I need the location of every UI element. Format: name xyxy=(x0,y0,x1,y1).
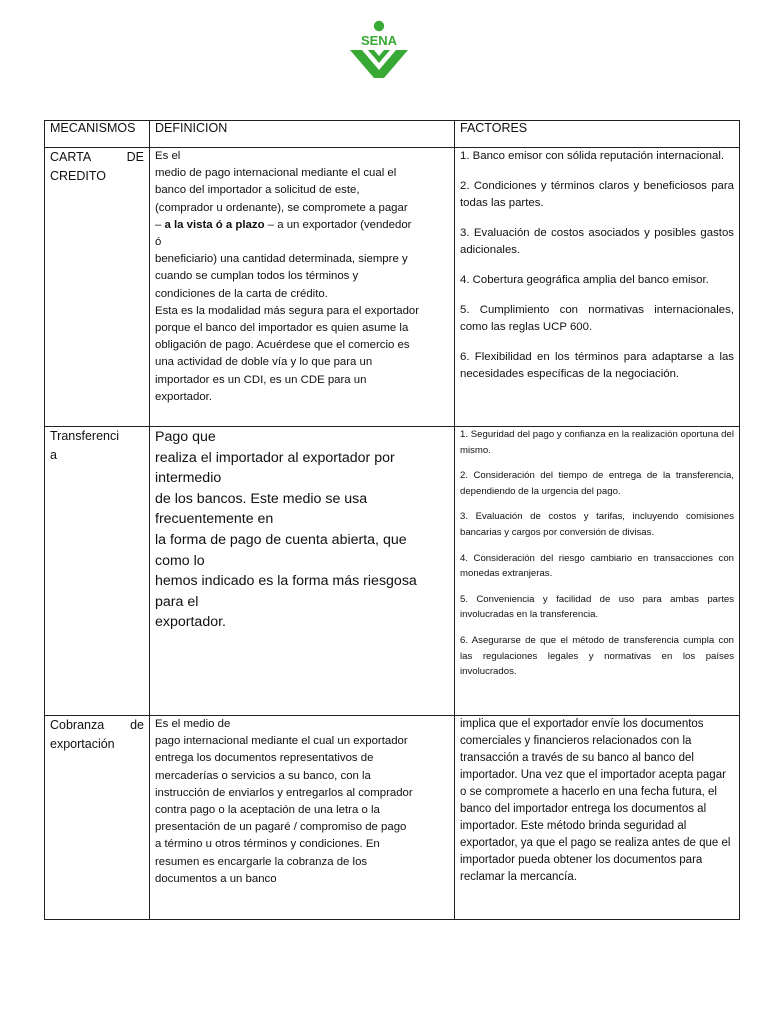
definition-line: pago internacional mediante el cual un exportador xyxy=(155,735,408,748)
mechanism-line: exportación xyxy=(50,737,115,751)
definition-line: intermedio xyxy=(155,470,222,487)
factor-item: 6. Asegurarse de que el método de transferencia cumpla con las regulaciones legales y normativas en los países involucrados. xyxy=(460,634,734,678)
sena-logo xyxy=(346,20,412,82)
factors-cell: implica que el exportador envíe los documentos comerciales y financieros relacionados con la transacción a través de su banco al banco del importador. Una vez que el importador acepta pagar o se compromete a hacerlo en una fecha futura, el banco del importador entrega los documentos al importador. Este método brinda seguridad al exportador, ya que el pago se realiza antes de que el importador pueda obtener los documentos para reclamar la mercancía. xyxy=(455,716,740,920)
definition-line: frecuentemente en xyxy=(155,511,274,528)
factor-item: 4. Cobertura geográfica amplia del banco emisor. xyxy=(460,274,709,286)
mechanism-line: Transferenci xyxy=(50,429,120,443)
table-row xyxy=(45,427,740,716)
definition-line: – a la vista ó a plazo – a un exportador (vendedor xyxy=(155,218,412,231)
definition-line: para el xyxy=(155,593,199,610)
definition-line: obligación de pago. Acuérdese que el comercio es xyxy=(155,339,410,352)
definition-emphasis: a la vista ó a plazo xyxy=(164,218,265,231)
factor-item: 3. Evaluación de costos asociados y posibles gastos adicionales. xyxy=(460,227,734,256)
definition-line: importador es un CDI, es un CDE para un xyxy=(155,373,367,386)
definition-line: mercaderías o servicios a su banco, con la xyxy=(155,769,371,782)
definition-line: exportador. xyxy=(155,390,212,403)
definition-line: Pago que xyxy=(155,429,216,445)
table-header-row xyxy=(45,121,740,148)
definition-line: instrucción de enviarlos y entregarlos al comprador xyxy=(155,786,413,799)
factors-cell xyxy=(455,427,740,716)
factor-item: 2. Consideración del tiempo de entrega de la transferencia, dependiendo de la urgencia del pago. xyxy=(460,470,734,497)
factor-item: 6. Flexibilidad en los términos para adaptarse a las necesidades específicas de la negociación. xyxy=(460,351,734,380)
header-mecanismos: MECANISMOS xyxy=(45,121,150,148)
factor-item: 3. Evaluación de costos y tarifas, incluyendo comisiones bancarias y cargos por conversión de divisas. xyxy=(460,511,734,538)
definition-line: Es el xyxy=(155,150,181,162)
factor-item: 5. Cumplimiento con normativas internacionales, como las reglas UCP 600. xyxy=(460,304,734,333)
mechanism-line: CARTA DE xyxy=(50,150,144,164)
definition-line: exportador. xyxy=(155,614,226,631)
definition-line: beneficiario) una cantidad determinada, siempre y xyxy=(155,253,408,266)
definition-line: cuando se cumplan todos los términos y xyxy=(155,270,359,283)
factor-item: 1. Banco emisor con sólida reputación internacional. xyxy=(460,150,725,162)
mechanism-cell xyxy=(45,148,150,427)
definition-line: contra pago o la aceptación de una letra o la xyxy=(155,804,380,817)
definition-line: documentos a un banco xyxy=(155,872,277,885)
definition-line: realiza el importador al exportador por xyxy=(155,449,395,466)
definition-line: porque el banco del importador es quien asume la xyxy=(155,322,409,335)
definition-line: Es el medio de xyxy=(155,718,231,730)
definition-line: resumen es encargarle la cobranza de los xyxy=(155,855,368,868)
mechanism-cell xyxy=(45,716,150,920)
payment-mechanisms-table xyxy=(44,120,740,920)
definition-line: la forma de pago de cuenta abierta, que xyxy=(155,531,407,548)
definition-line: condiciones de la carta de crédito. xyxy=(155,287,328,300)
logo-figure xyxy=(350,50,408,78)
definition-line: de los bancos. Este medio se usa xyxy=(155,490,368,507)
definition-cell xyxy=(150,716,455,920)
mechanism-cell xyxy=(45,427,150,716)
factor-item: 2. Condiciones y términos claros y beneficiosos para todas las partes. xyxy=(460,180,734,209)
header-factores: FACTORES xyxy=(455,121,740,148)
definition-cell xyxy=(150,148,455,427)
definition-line: ó xyxy=(155,236,162,249)
mechanism-line: a xyxy=(50,448,57,462)
definition-cell xyxy=(150,427,455,716)
factor-item: 1. Seguridad del pago y confianza en la realización oportuna del mismo. xyxy=(460,429,734,456)
table-row xyxy=(45,716,740,920)
table-row xyxy=(45,148,740,427)
definition-line: medio de pago internacional mediante el cual el xyxy=(155,167,397,180)
factors-cell xyxy=(455,148,740,427)
logo-head xyxy=(374,21,384,31)
definition-line: una actividad de doble vía y lo que para un xyxy=(155,356,373,369)
definition-line: a término u otros términos y condiciones. En xyxy=(155,838,380,851)
definition-line: banco del importador a solicitud de este, xyxy=(155,184,360,197)
header-definicion: DEFINICION xyxy=(150,121,455,148)
definition-line: (comprador u ordenante), se compromete a pagar xyxy=(155,201,408,214)
mechanism-line: CREDITO xyxy=(50,169,107,183)
definition-line: Esta es la modalidad más segura para el exportador xyxy=(155,304,420,317)
mechanism-line: Cobranza de xyxy=(50,718,144,732)
factor-item: 5. Conveniencia y facilidad de uso para ambas partes involucradas en la transferencia. xyxy=(460,593,734,621)
definition-line: hemos indicado es la forma más riesgosa xyxy=(155,573,417,590)
definition-line: entrega los documentos representativos de xyxy=(155,752,374,765)
definition-line: como lo xyxy=(155,552,205,569)
factor-item: 4. Consideración del riesgo cambiario en transacciones con monedas extranjeras. xyxy=(460,552,734,580)
logo-text: SENA xyxy=(360,33,398,48)
definition-line: presentación de un pagaré / compromiso de pago xyxy=(155,821,407,834)
